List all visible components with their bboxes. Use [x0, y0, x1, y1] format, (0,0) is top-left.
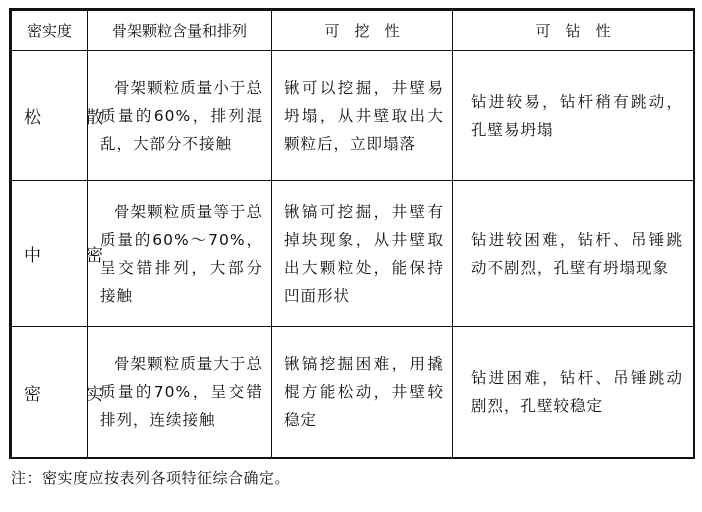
header-density: 密实度	[12, 11, 88, 51]
diggability-text: 锹可以挖掘，井壁易坍塌，从井壁取出大颗粒后，立即塌落	[284, 78, 444, 153]
particle-cell	[88, 181, 272, 327]
drillability-text: 钻进困难，钻杆、吊锤跳动剧烈，孔壁较稳定	[471, 369, 683, 415]
header-particle-content: 骨架颗粒含量和排列	[88, 11, 272, 51]
header-diggability: 可 挖 性	[272, 11, 453, 51]
particle-text: 骨架颗粒质量小于总质量的60%，排列混乱，大部分不接触	[100, 78, 263, 153]
drillability-cell	[453, 327, 694, 458]
table-row-medium-dense	[12, 181, 694, 327]
row-density-label: 松 散	[12, 51, 88, 181]
drillability-text: 钻进较易，钻杆稍有跳动，孔壁易坍塌	[471, 92, 683, 139]
table-footnote: 注：密实度应按表列各项特征综合确定。	[11, 469, 291, 487]
table-row-dense	[12, 327, 694, 458]
diggability-cell	[272, 181, 453, 327]
diggability-cell	[272, 327, 453, 458]
diggability-text: 锹镐挖掘困难，用撬棍方能松动，井壁较稳定	[284, 355, 444, 429]
particle-cell	[88, 327, 272, 458]
drillability-cell	[453, 181, 694, 327]
header-drillability: 可 钻 性	[453, 11, 694, 51]
particle-text: 骨架颗粒质量等于总质量的60%～70%，呈交错排列，大部分接触	[100, 202, 263, 305]
diggability-cell	[272, 51, 453, 181]
table-row-loose	[12, 51, 694, 181]
table-header-row	[12, 11, 694, 51]
drillability-text: 钻进较困难，钻杆、吊锤跳动不剧烈，孔壁有坍塌现象	[471, 230, 683, 277]
drillability-cell	[453, 51, 694, 181]
particle-text: 骨架颗粒质量大于总质量的70%，呈交错排列，连续接触	[100, 355, 263, 429]
density-table-frame	[9, 8, 695, 459]
diggability-text: 锹镐可挖掘，井壁有掉块现象，从井壁取出大颗粒处，能保持凹面形状	[284, 202, 444, 305]
particle-cell	[88, 51, 272, 181]
density-classification-table	[11, 10, 694, 458]
row-density-label: 中 密	[12, 181, 88, 327]
row-density-label: 密 实	[12, 327, 88, 458]
